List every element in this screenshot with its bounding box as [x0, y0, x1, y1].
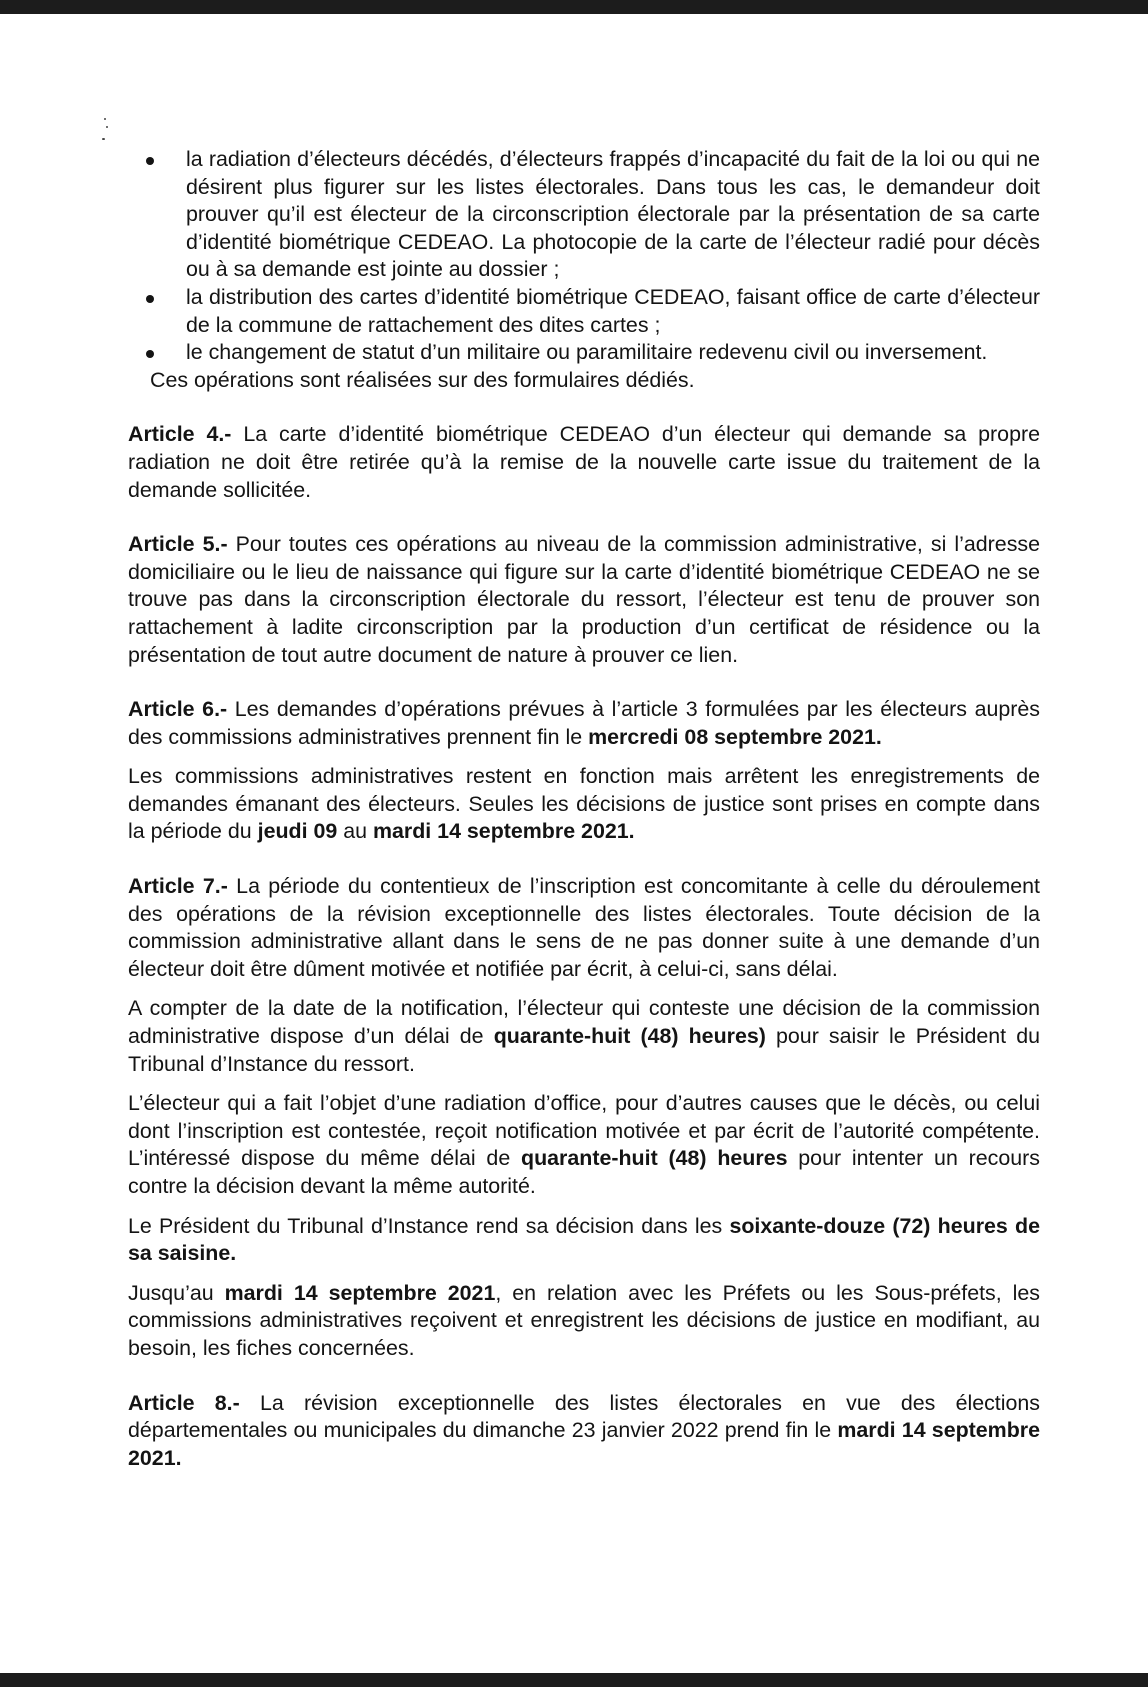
article-6: Article 6.- Les demandes d’opérations prévues à l’article 3 formulées par les électeurs auprès des commissions administratives prennent fin le mercredi 08 septembre 2021.: [128, 697, 1041, 749]
list-item: la radiation d’électeurs décédés, d’électeurs frappés d’incapacité du fait de la loi ou qui ne désirent plus figurer sur les listes électorales. Dans tous les cas, le demandeur doit prouver qu’il est électeur de la circonscription électorale par la présentation de sa carte d’identité biométrique CEDEAO. La photocopie de la carte de l’électeur radié pour décès ou à sa demande est jointe au dossier ;: [186, 146, 1040, 284]
article-heading: Article 7.-: [128, 874, 228, 899]
article-7: Article 7.- La période du contentieux de l’inscription est concomitante à celle du déroulement des opérations de la révision exceptionnelle des listes électorales. Toute décision de la commission administrative allant dans le sens de ne pas donner suite à une demande d’un électeur doit être dûment motivée et notifiée par écrit, à celui-ci, sans délai.: [128, 874, 1040, 981]
article-7-paragraph-4: Le Président du Tribunal d’Instance rend sa décision dans les soixante-douze (72) heures de sa saisine.: [128, 1213, 1040, 1266]
article-5: Article 5.- Pour toutes ces opérations au niveau de la commission administrative, si l’adresse domiciliaire ou le lieu de naissance qui figure sur la carte d’identité biométrique CEDEAO ne se trouve pas dans la circonscription électorale du ressort, l’électeur est tenu de prouver son rattachement à ladite circonscription par la production d’un certificat de résidence ou la présentation de tout autre document de nature à prouver ce lien.: [128, 532, 1040, 667]
article-8: Article 8.- La révision exceptionnelle des listes électorales en vue des élections départementales ou municipales du dimanche 23 janvier 2022 prend fin le mardi 14 septembre 2021.: [128, 1390, 1040, 1470]
article-7-paragraph-3: L’électeur qui a fait l’objet d’une radiation d’office, pour d’autres causes que le décès, ou celui dont l’inscription est contestée, reçoit notification motivée et par écrit de l’autorité compétente. L’intéressé dispose du même délai de quarante-huit (48) heures pour intenter un recours contre la décision devant la même autorité.: [128, 1091, 1040, 1198]
article-7-paragraph-5: Jusqu’au mardi 14 septembre 2021, en relation avec les Préfets ou les Sous-préfets, les commissions administratives reçoivent et enregistrent les décisions de justice en modifiant, au besoin, les fiches concernées.: [128, 1280, 1040, 1360]
bullet-icon: [146, 295, 154, 303]
closing-sentence: Ces opérations sont réalisées sur des formulaires dédiés.: [150, 367, 695, 392]
article-4: Article 4.- La carte d’identité biométrique CEDEAO d’un électeur qui demande sa propre radiation ne doit être retirée qu’à la remise de la nouvelle carte issue du traitement de la demande sollicitée.: [128, 422, 1040, 502]
bullet-icon: [146, 157, 154, 165]
article-heading: Article 5.-: [128, 532, 228, 557]
list-item: le changement de statut d’un militaire ou paramilitaire redevenu civil ou inversement.: [186, 339, 1040, 367]
bottom-border: [0, 1673, 1148, 1687]
scan-specks: [100, 118, 110, 148]
document-body: [128, 146, 1040, 1472]
article-heading: Article 6.-: [128, 697, 228, 722]
operations-list: [128, 146, 1040, 367]
article-6-paragraph-2: Les commissions administratives restent en fonction mais arrêtent les enregistrements de demandes émanant des électeurs. Seules les décisions de justice sont prises en compte dans la période du jeudi 09 au mardi 14 septembre 2021.: [128, 764, 1040, 844]
article-7-paragraph-2: A compter de la date de la notification, l’électeur qui conteste une décision de la commission administrative dispose d’un délai de quarante-huit (48) heures) pour saisir le Président du Tribunal d’Instance du ressort.: [128, 996, 1040, 1076]
article-heading: Article 4.-: [128, 422, 232, 447]
list-item: la distribution des cartes d’identité biométrique CEDEAO, faisant office de carte d’électeur de la commune de rattachement des dites cartes ;: [186, 284, 1040, 339]
bullet-icon: [146, 350, 154, 358]
article-heading: Article 8.-: [128, 1390, 240, 1415]
top-border: [0, 0, 1148, 14]
